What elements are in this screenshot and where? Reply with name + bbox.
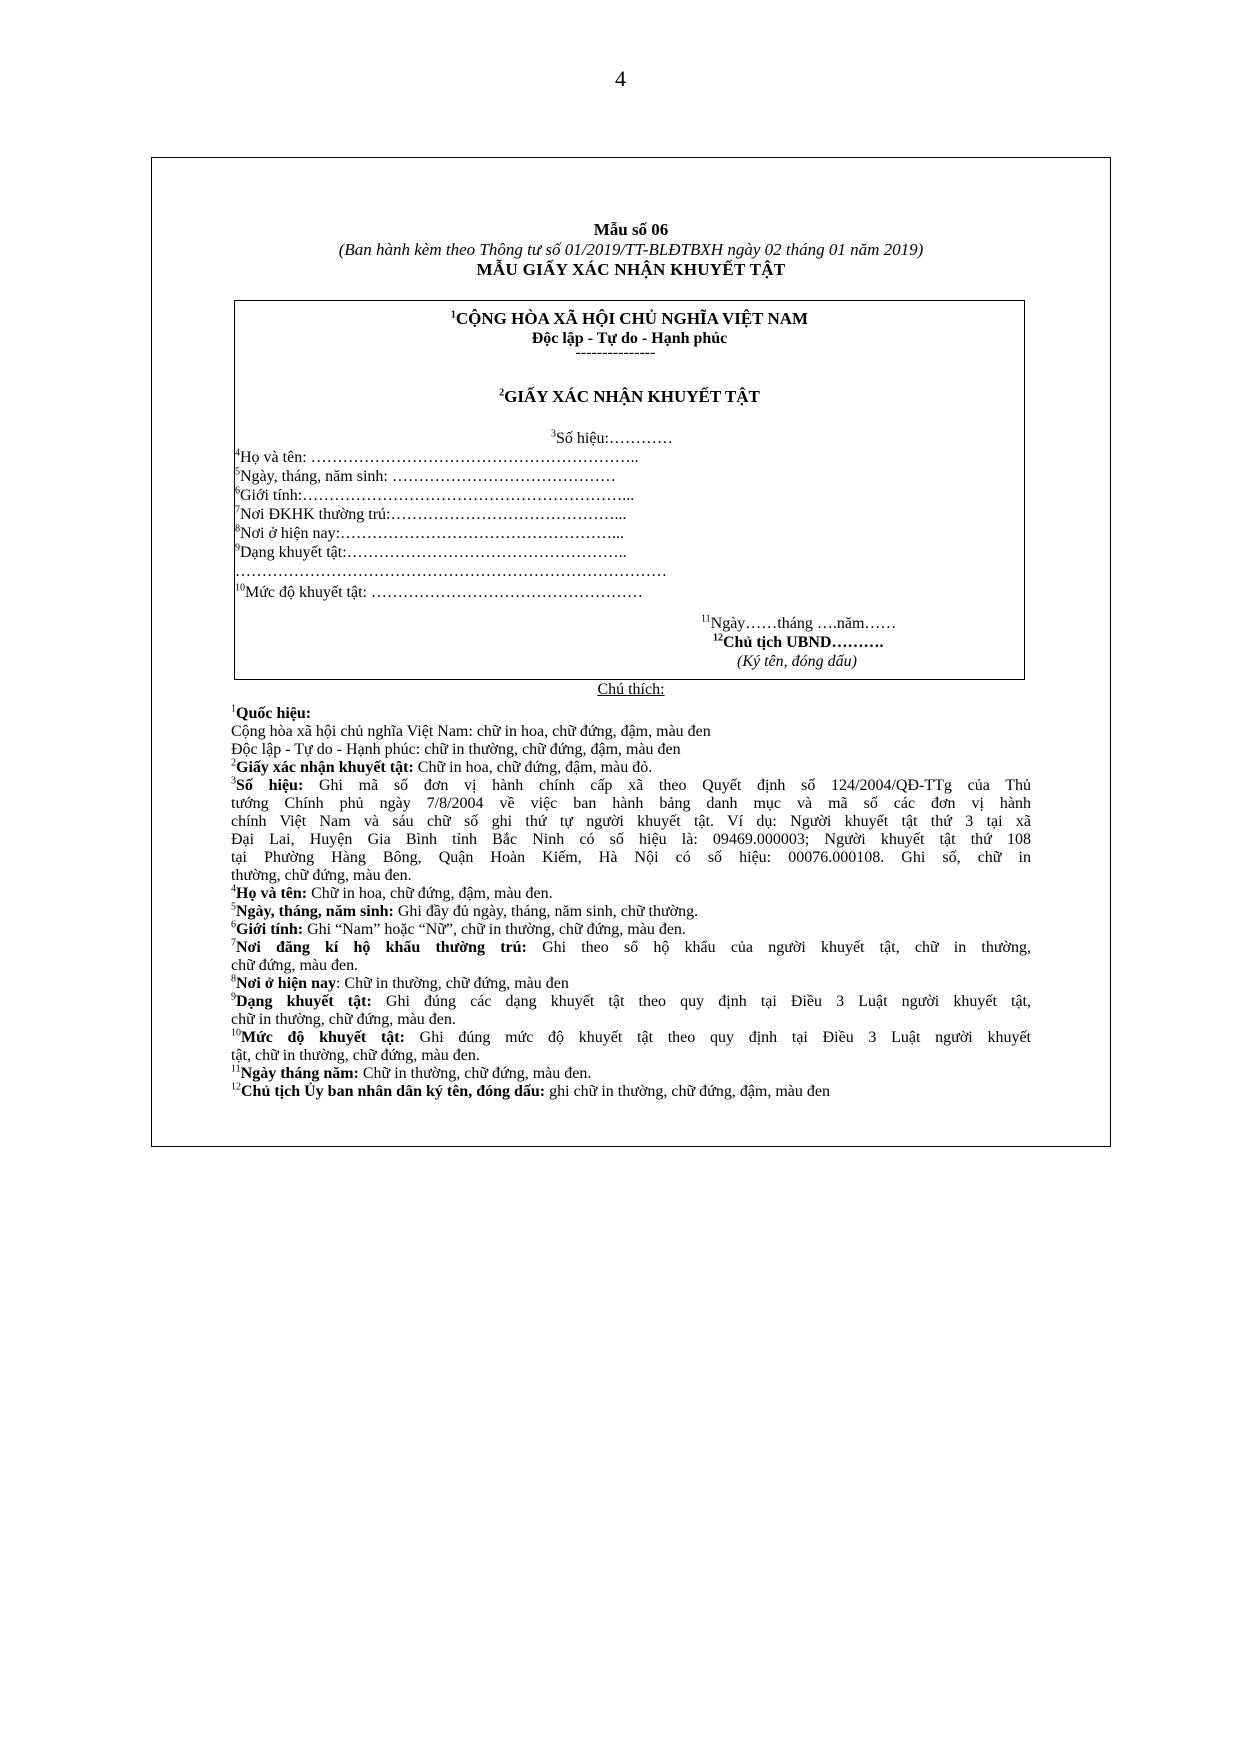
certificate-title: $^2$GIẤY XÁC NHẬN KHUYẾT TẬT (499, 387, 760, 406)
signature-note: (Ký tên, đóng dấu) (737, 653, 857, 670)
note-line: $^2$Giấy xác nhận khuyết tật: Chữ in hoa, chữ đứng, đậm, màu đỏ. (231, 757, 653, 776)
form-number: Mẫu số 06 (593, 220, 669, 239)
certificate-field: $^7$Nơi ĐKHK thường trú:……………………………………... (235, 504, 627, 523)
certificate-field: $^8$Nơi ở hiện nay:……………………………………………... (235, 523, 625, 542)
date-line: $^{11}$Ngày……tháng ….năm…… (701, 613, 897, 632)
note-line: Cộng hòa xã hội chủ nghĩa Việt Nam: chữ in hoa, chữ đứng, đậm, màu đen (231, 723, 711, 740)
certificate-field: $^4$Họ và tên: …………………………………………………….. (235, 447, 639, 466)
note-line: $^4$Họ và tên: Chữ in hoa, chữ đứng, đậm, màu đen. (231, 883, 553, 902)
serial-number: $^3$Số hiệu:………… (551, 428, 673, 447)
note-line: chính Việt Nam và sáu chữ số ghi thứ tự người khuyết tật. Ví dụ: Người khuyết tật thứ 3 tại xã (231, 813, 1031, 830)
note-line: tại Phường Hàng Bông, Quận Hoàn Kiếm, Hà Nội có số hiệu: 00076.000108. Ghi số, chữ in (231, 849, 1031, 866)
separator: --------------- (575, 344, 656, 361)
note-line: tật, chữ in thường, chữ đứng, màu đen. (231, 1047, 480, 1064)
note-line: Độc lập - Tự do - Hạnh phúc: chữ in thường, chữ đứng, đậm, màu đen (231, 741, 681, 758)
certificate-field: ……………………………………………………………………… (235, 563, 667, 580)
certificate-field: $^9$Dạng khuyết tật:…………………………………………….. (235, 542, 627, 561)
note-line: $^{10}$Mức độ khuyết tật: Ghi đúng mức độ khuyết tật theo quy định tại Điều 3 Luật người khuyết (231, 1027, 1031, 1046)
form-issued-by: (Ban hành kèm theo Thông tư số 01/2019/TT-BLĐTBXH ngày 02 tháng 01 năm 2019) (338, 240, 924, 259)
note-line: $^{12}$Chủ tịch Ủy ban nhân dân ký tên, đóng dấu: ghi chữ in thường, chữ đứng, đậm, màu đen (231, 1081, 831, 1100)
note-line: $^6$Giới tính: Ghi “Nam” hoặc “Nữ”, chữ in thường, chữ đứng, màu đen. (231, 919, 686, 938)
notes-heading: Chú thích: (597, 681, 665, 698)
motto: Độc lập - Tự do - Hạnh phúc (531, 330, 728, 347)
note-line: $^{11}$Ngày tháng năm: Chữ in thường, chữ đứng, màu đen. (231, 1063, 592, 1082)
form-title: MẪU GIẤY XÁC NHẬN KHUYẾT TẬT (476, 260, 786, 279)
note-line: chữ in thường, chữ đứng, màu đen. (231, 1011, 456, 1028)
national-title: $^1$CỘNG HÒA XÃ HỘI CHỦ NGHĨA VIỆT NAM (450, 309, 809, 328)
page-number: 4 (615, 66, 626, 91)
note-line: $^1$Quốc hiệu: (231, 703, 312, 722)
note-line: tướng Chính phủ ngày 7/8/2004 về việc ban hành bảng danh mục và mã số các đơn vị hành (231, 795, 1031, 812)
form-frame (151, 157, 1111, 1147)
note-line: $^9$Dạng khuyết tật: Ghi đúng các dạng khuyết tật theo quy định tại Điều 3 Luật người khuyết tật, (231, 991, 1031, 1010)
certificate-field: $^6$Giới tính:……………………………………………………... (235, 485, 635, 504)
certificate-frame (234, 300, 1025, 680)
note-line: $^3$Số hiệu: Ghi mã số đơn vị hành chính cấp xã theo Quyết định số 124/2004/QĐ-TTg của Thủ (231, 775, 1032, 794)
note-line: $^7$Nơi đăng kí hộ khẩu thường trú: Ghi theo sổ hộ khẩu của người khuyết tật, chữ in thường, (231, 937, 1031, 956)
certificate-field: $^{10}$Mức độ khuyết tật: …………………………………………… (235, 582, 643, 601)
certificate-field: $^5$Ngày, tháng, năm sinh: …………………………………… (235, 466, 616, 485)
note-line: $^8$Nơi ở hiện nay: Chữ in thường, chữ đứng, màu đen (231, 973, 569, 992)
note-line: $^5$Ngày, tháng, năm sinh: Ghi đầy đủ ngày, tháng, năm sinh, chữ thường. (231, 901, 699, 920)
note-line: chữ đứng, màu đen. (231, 957, 359, 974)
signer-title: $^{12}$Chủ tịch UBND………. (713, 632, 884, 651)
note-line: thường, chữ đứng, màu đen. (231, 867, 412, 884)
note-line: Đại Lai, Huyện Gia Bình tỉnh Bắc Ninh có số hiệu là: 09469.000003; Người khuyết tật thứ 108 (231, 831, 1031, 848)
